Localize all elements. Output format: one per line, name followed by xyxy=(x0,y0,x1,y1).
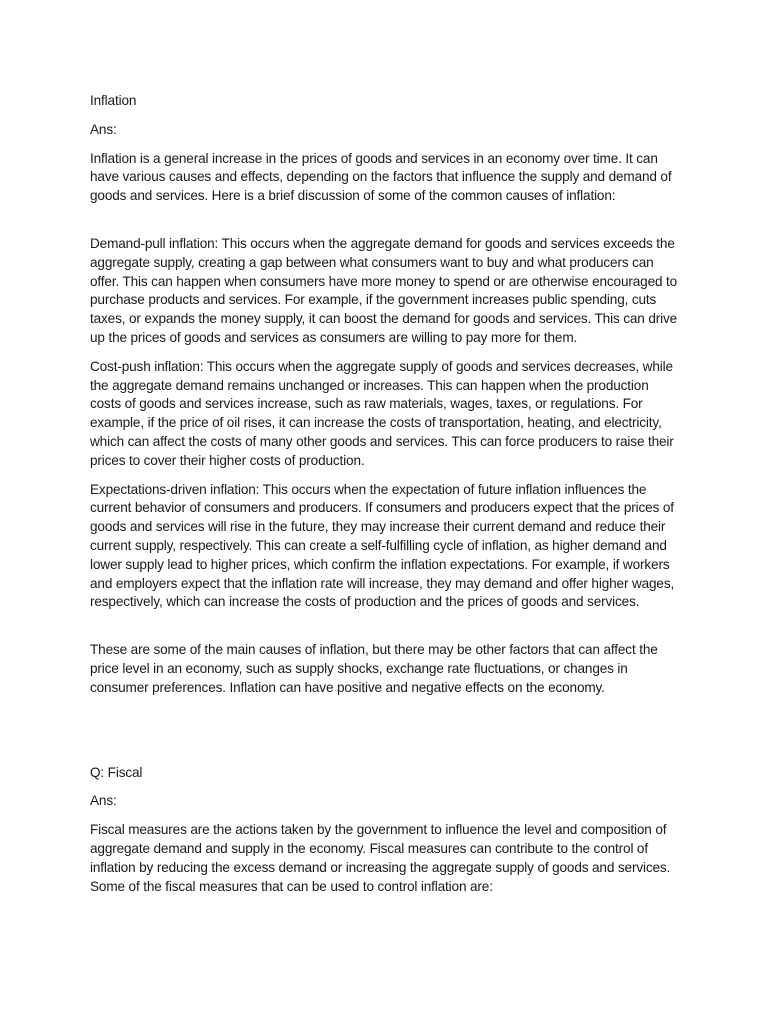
fiscal-heading: Q: Fiscal xyxy=(90,764,143,780)
expectations-paragraph: Expectations-driven inflation: This occurs when the expectation of future inflation influences the current behavior of consumers and producers. If consumers and producers expect that the prices of goods and services will rise in the future, they may increase their current demand and reduce their current supply, respectively. This can create a self-fulfilling cycle of inflation, as higher demand and lower supply lead to higher prices, which confirm the inflation expectations. For example, if workers and employers expect that the inflation rate will increase, they may demand and offer higher wages, respectively, which can increase the costs of production and the prices of goods and services. xyxy=(90,481,675,610)
summary-paragraph: These are some of the main causes of inflation, but there may be other factors that can affect the price level in an economy, such as supply shocks, exchange rate fluctuations, or changes in consumer preferences. Inflation can have positive and negative effects on the economy. xyxy=(90,642,658,695)
answer-label: Ans: xyxy=(90,121,117,137)
intro-paragraph: Inflation is a general increase in the prices of goods and services in an economy over time. It can have various causes and effects, depending on the factors that influence the supply and demand of goods and services. Here is a brief discussion of some of the common causes of inflation: xyxy=(90,150,672,204)
fiscal-paragraph: Fiscal measures are the actions taken by the government to influence the level and composition of aggregate demand and supply in the economy. Fiscal measures can contribute to the control of inflation by reducing the excess demand or increasing the aggregate supply of goods and services. Some of the fiscal measures that can be used to control inflation are: xyxy=(90,822,671,894)
cost-push-paragraph: Cost-push inflation: This occurs when the aggregate supply of goods and services decreases, while the aggregate demand remains unchanged or increases. This can happen when the production costs of goods and services increase, such as raw materials, wages, taxes, or regulations. For example, if the price of oil rises, it can increase the costs of transportation, heating, and electricity, which can affect the costs of many other goods and services. This can force producers to raise their prices to cover their higher costs of production. xyxy=(90,358,674,468)
demand-pull-paragraph: Demand-pull inflation: This occurs when the aggregate demand for goods and services exceeds the aggregate supply, creating a gap between what consumers want to buy and what producers can offer. This can happen when consumers have more money to spend or are otherwise encouraged to purchase products and services. For example, if the government increases public spending, cuts taxes, or expands the money supply, it can boost the demand for goods and services. This can drive up the prices of goods and services as consumers are willing to pay more for them. xyxy=(90,235,678,345)
inflation-heading: Inflation xyxy=(90,93,137,108)
answer-label: Ans: xyxy=(90,793,117,809)
document-body xyxy=(90,92,678,906)
